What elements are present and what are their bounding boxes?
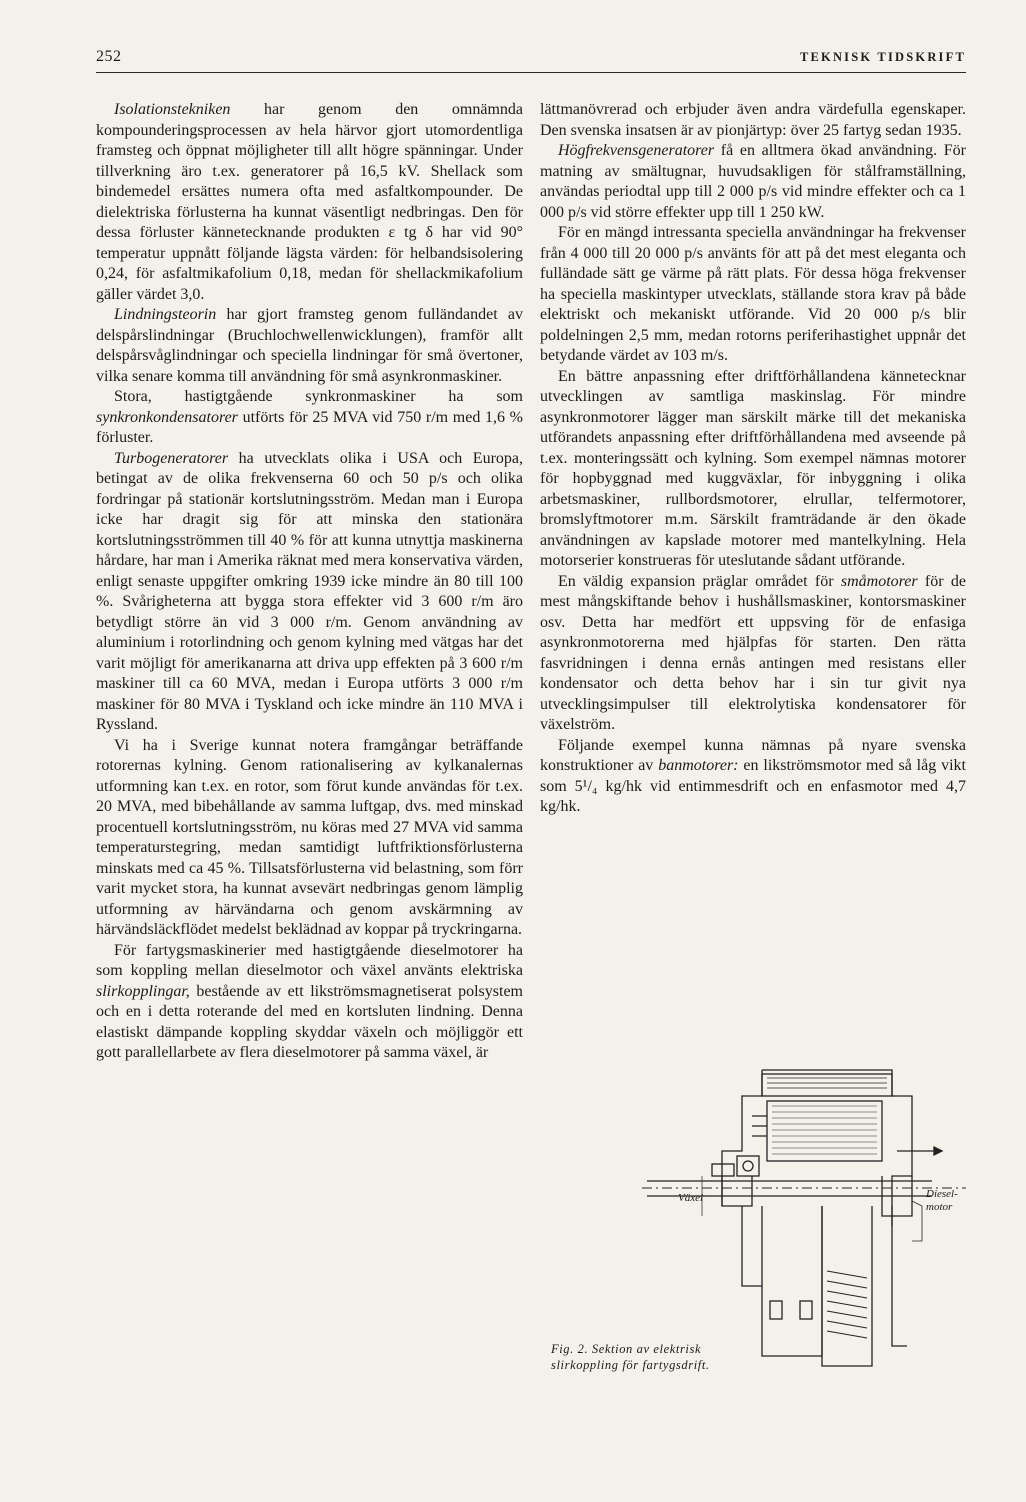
paragraph <box>540 572 966 736</box>
paragraph-emphasis: banmotorer: <box>658 757 739 774</box>
paragraph-lead: Isolationstekniken <box>114 101 231 118</box>
paragraph-emphasis: småmotorer <box>840 572 918 590</box>
right-column <box>540 100 966 818</box>
paragraph <box>540 141 966 223</box>
paragraph-text: lättmanövrerad och erbjuder även andra värdefulla egenskaper. Den svenska insatsen är av pionjärtyp: över 25 fartyg sedan 1935. <box>540 101 966 139</box>
paragraph-emphasis: synkronkondensatorer <box>96 408 238 426</box>
journal-title: TEKNISK TIDSKRIFT <box>799 50 966 64</box>
paragraph-text: bestående av ett likströmsmagnetiserat polsystem och en i detta roterande del med en kortsluten lindning. Denna elastiskt dämpande koppling skyddar växeln och möjliggör ett gott parallellarbete av flera dieselmotorer på samma växel, är <box>96 982 523 1061</box>
paragraph-text: har genom den omnämnda kompounderingsprocessen av hela härvor gjort utomordentliga framsteg och öppnat möjligheter till allt högre spänningar. Under tillverkning äro t.ex. generatorer på 16,5 kV. Shellack som bindemedel ersättes numera ofta med asfaltkompounder. De dielektriska förlusterna ha kunnat väsentligt nedbringas. Den för dessa förluster kännetecknande produkten ε tg δ har vid 90° temperatur uppnått följande lägsta värden: för helbandsisolering 0,24, för asfaltmikafolium 0,18, medan för shellackmikafolium gäller värdet 3,0. <box>96 101 523 303</box>
paragraph-text: Stora, hastigtgående synkronmaskiner ha som <box>114 388 523 405</box>
paragraph-text: En väldig expansion präglar området för <box>558 572 841 590</box>
paragraph-lead: Turbogeneratorer <box>114 449 229 467</box>
paragraph <box>96 736 523 941</box>
paragraph-text: För en mängd intressanta speciella användningar ha frekvenser från 4 000 till 20 000 p/s använts för att på det mest eleganta och fulländade sätt ge värme på rätt plats. För dessa höga frekvenser ha speciella maskintyper utvecklats, ställande stora krav på både elektriskt och mekaniskt utförande. Vid 20 000 p/s blir poldelningen 2,5 mm, medan rotorns periferihastighet uppnår det betydande värdet av 103 m/s. <box>540 224 966 364</box>
paragraph <box>540 736 966 818</box>
paragraph-text: Vi ha i Sverige kunnat notera framgångar beträffande rotorernas kylning. Genom rationalisering av kylkanalernas utformning kan t.ex. en rotor, som förut kunde användas för t.ex. 20 MVA, med bibehållande av samma luftgap, dvs. med minskad procentuell kortslutningsström, nu köras med 27 MVA vid samma temperaturstegring, medan samtidigt luftfriktionsförlusterna minskats med ca 45 %. Tillsatsförlusterna vid belastning, som förr varit mycket stora, ha kunnat avsevärt nedbringas genom lämplig utformning av härvändarna och genom avskärmning av härvändsläckflödet medelst beklädnad av koppar på tryckringarna. <box>96 736 523 938</box>
paragraph-lead: Högfrekvensgeneratorer <box>558 142 715 159</box>
paragraph <box>96 941 523 1064</box>
paragraph <box>540 100 966 141</box>
paragraph-text: utförts för 25 MVA vid 750 r/m med 1,6 % förluster. <box>96 408 523 446</box>
label-vaxel: Växel <box>678 1192 704 1204</box>
paragraph <box>540 367 966 572</box>
paragraph <box>96 387 523 449</box>
paragraph-text: En bättre anpassning efter driftförhållandena kännetecknar utvecklingen av samtliga maskinslag. För mindre asynkronmotorer lägger man särskilt märke till det mekaniska utförandets anpassning efter driftförhållandena med avseende på t.ex. monteringssätt och kylning. Som exempel nämnas motorer för hopbyggnad med kuggväxlar, för inbyggning i olika arbetsmaskiner, rullbordsmotorer, elrullar, telfermotorer, bromslyftmotorer m.m. Särskilt framträdande är den ökade användningen av kapslade motorer med mantelkylning. Hela motorserier konstrueras för uteslutande sådant utförande. <box>540 367 966 569</box>
left-column <box>96 100 523 1064</box>
paragraph-lead: Lindningsteorin <box>114 306 217 323</box>
figure-caption: Fig. 2. Sektion av elektrisk slirkoppling för fartygsdrift. <box>551 1342 710 1372</box>
paragraph-text: Följande exempel kunna nämnas på nyare svenska konstruktioner av <box>540 736 966 774</box>
paragraph-text: få en alltmera ökad användning. För matning av smältugnar, huvudsakligen för stålframställning, användas periodtal upp till 2 000 p/s vid mindre effekter och ca 1 000 p/s vid större effekter upp till 1 250 kW. <box>540 142 966 221</box>
coupling-section-drawing <box>642 1056 966 1386</box>
paragraph <box>96 100 523 305</box>
paragraph-text: för de mest mångskiftande behov i hushållsmaskiner, kontorsmaskiner osv. Detta har medfört ett uppsving för de enfasiga asynkronmotorerna med hjälpfas för starten. Den rätta fasvridningen i denna ernås antingen med resistans eller kondensator och detta behov har i sin tur givit nya utvecklingsimpulser till elektrolytiska kondensatorer för växelström. <box>540 572 966 733</box>
page-header <box>96 44 966 73</box>
paragraph-emphasis: slirkopplingar, <box>96 982 190 1000</box>
technical-drawing <box>642 1056 966 1386</box>
page-number: 252 <box>96 48 122 65</box>
paragraph <box>540 223 966 367</box>
paragraph-text: För fartygsmaskinerier med hastigtgående dieselmotorer ha som koppling mellan dieselmotor och växel använts elektriska <box>96 941 523 979</box>
paragraph <box>96 305 523 387</box>
paragraph <box>96 449 523 736</box>
paragraph-text: ha utvecklats olika i USA och Europa, betingat av de olika frekvenserna 60 och 50 p/s och olika fordringar på stationär kortslutningsström. Medan man i Europa icke har dragit sig för att minska den stationära kortslutningsströmmen till 40 % för att kunna utnyttja maskinerna hårdare, har man i Amerika räknat med mera konservativa värden, enligt senaste uppgifter omkring 1939 icke mindre än 80 till 100 %. Svårigheterna att bygga stora effekter vid 3 600 r/m äro betydligt större än vid 3 000 r/m. Genom användning av aluminium i rotorlindning och genom kylning med vätgas har det varit möjligt för amerikanarna att driva upp effekten på 3 600 r/m maskiner till ca 60 MVA, medan i Europa utförts 3 000 r/m maskiner för 80 MVA i Tyskland och icke mindre än 110 MVA i Ryssland. <box>96 449 523 733</box>
paragraph-text: en likströmsmotor med så låg vikt som 5¹/₄ kg/hk vid entimmesdrift och en enfasmotor med 4,7 kg/hk. <box>540 757 967 815</box>
label-dieselmotor: Diesel-motor <box>926 1188 958 1213</box>
paragraph-text: har gjort framsteg genom fulländandet av delspårslindningar (Bruchlochwellenwicklungen), framför allt delspårsvåglindningar och speciella lindningar för små övertoner, vilka senare komma till användning för små asynkronmaskiner. <box>96 306 523 385</box>
